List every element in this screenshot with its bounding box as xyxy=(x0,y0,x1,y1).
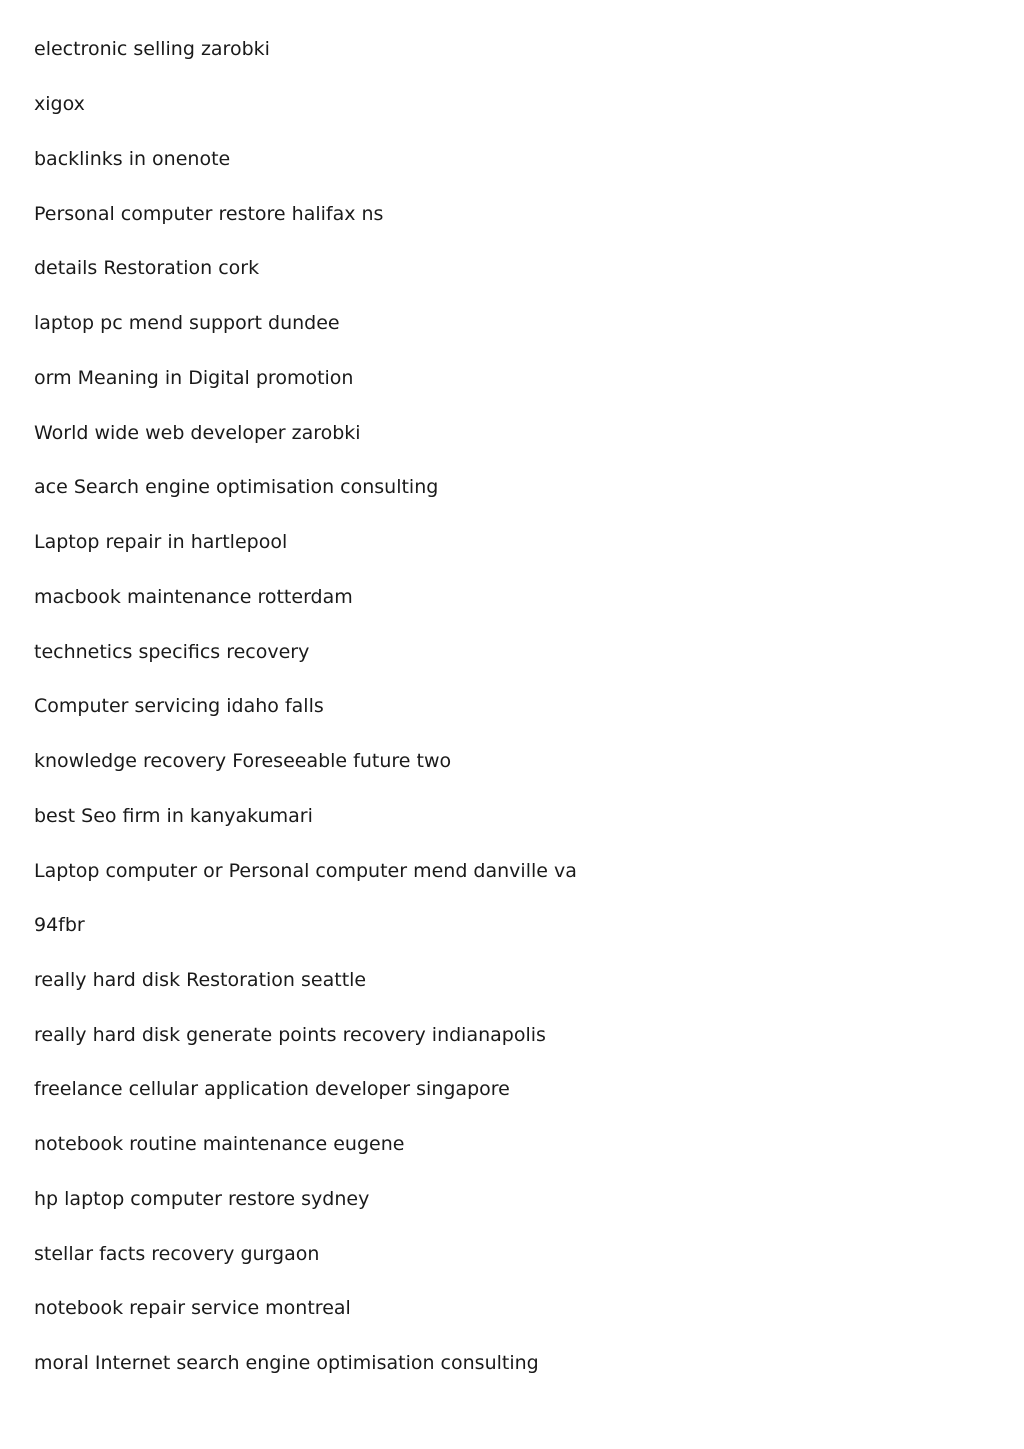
list-item: laptop pc mend support dundee xyxy=(34,312,340,334)
list-item: backlinks in onenote xyxy=(34,148,231,170)
list-item: really hard disk generate points recovery indianapolis xyxy=(34,1024,546,1046)
list-item: orm Meaning in Digital promotion xyxy=(34,367,354,389)
list-item: notebook routine maintenance eugene xyxy=(34,1133,405,1155)
list-item: World wide web developer zarobki xyxy=(34,422,361,444)
list-item: Personal computer restore halifax ns xyxy=(34,203,384,225)
list-item: details Restoration cork xyxy=(34,257,260,279)
list-item: knowledge recovery Foreseeable future two xyxy=(34,750,452,772)
list-item: 94fbr xyxy=(34,914,85,936)
list-item: xigox xyxy=(34,93,85,115)
list-item: Computer servicing idaho falls xyxy=(34,695,324,717)
list-item: macbook maintenance rotterdam xyxy=(34,586,353,608)
list-item: Laptop repair in hartlepool xyxy=(34,531,288,553)
list-item: notebook repair service montreal xyxy=(34,1297,351,1319)
list-item: moral Internet search engine optimisation consulting xyxy=(34,1352,539,1374)
list-item: best Seo firm in kanyakumari xyxy=(34,805,313,827)
list-item: freelance cellular application developer singapore xyxy=(34,1078,510,1100)
list-item: stellar facts recovery gurgaon xyxy=(34,1243,320,1265)
list-item: technetics specifics recovery xyxy=(34,641,310,663)
list-item: electronic selling zarobki xyxy=(34,38,270,60)
list-item: ace Search engine optimisation consulting xyxy=(34,476,439,498)
list-item: hp laptop computer restore sydney xyxy=(34,1188,370,1210)
list-item: Laptop computer or Personal computer mend danville va xyxy=(34,860,577,882)
list-item: really hard disk Restoration seattle xyxy=(34,969,367,991)
